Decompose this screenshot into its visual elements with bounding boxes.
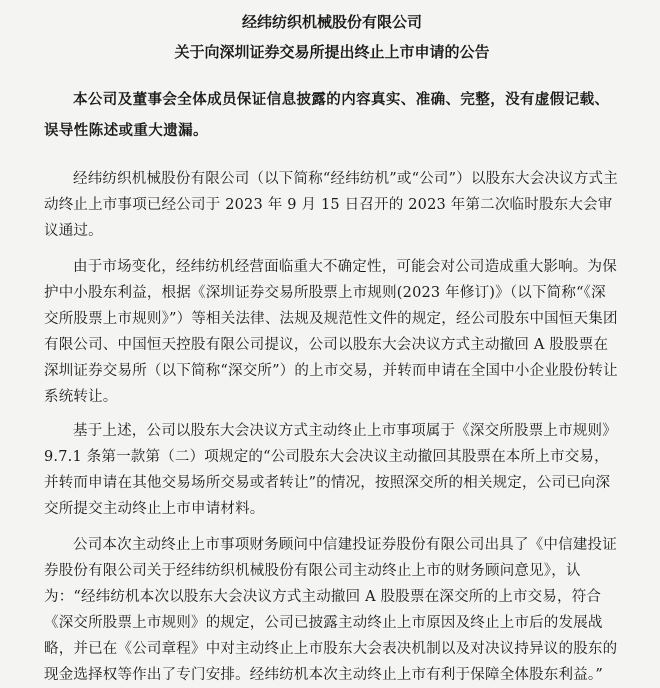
announcement-title: 关于向深圳证券交易所提出终止上市申请的公告 [174,43,490,61]
body-paragraph: 公司本次主动终止上市事项财务顾问中信建投证券股份有限公司出具了《中信建投证券股份有限公司关于经纬纺织机械股份有限公司主动终止上市的财务顾问意见》，认为：“经纬纺机本次以股东大会决议方式主动撤回 A 股股票在深交所的上市交易，符合《深交所股票上市规则》的规定，公司已披露主动终止上市原因及终止上市后的发展战略，并已在《公司章程》中对主动终止上市股东大会表决机制以及对决议持异议的股东的现金选择权等作出了专门安排。经纬纺机本次主动终止上市有利于保障全体股东利益。” [44,537,618,683]
board-guarantee-notice: 本公司及董事会全体成员保证信息披露的内容真实、准确、完整，没有虚假记载、误导性陈述或重大遗漏。 [44,91,610,139]
body-paragraph: 经纬纺织机械股份有限公司（以下简称“经纬纺机”或“公司”）以股东大会决议方式主动终止上市事项已经公司于 2023 年 9 月 15 日召开的 2023 年第二次临时股东大会审议通过。 [44,171,618,239]
body-paragraph: 基于上述，公司以股东大会决议方式主动终止上市事项属于《深交所股票上市规则》9.7.1 条第一款第（二）项规定的“公司股东大会决议主动撤回其股票在本所上市交易，并转而申请在其他交易场所交易或者转让”的情况，按照深交所的相关规定，公司已向深交所提交主动终止上市申请材料。 [44,423,617,517]
body-paragraph: 由于市场变化，经纬纺机经营面临重大不确定性，可能会对公司造成重大影响。为保护中小股东利益，根据《深圳证券交易所股票上市规则(2023 年修订)》（以下简称“《深交所股票上市规则》”）等相关法律、法规及规范性文件的规定，经公司股东中国恒天集团有限公司、中国恒天控股有限公司提议，公司以股东大会决议方式主动撤回 A 股股票在深圳证券交易所（以下简称“深交所”）的上市交易，并转而申请在全国中小企业股份转让系统转让。 [44,259,618,405]
company-name: 经纬纺织机械股份有限公司 [241,13,422,31]
